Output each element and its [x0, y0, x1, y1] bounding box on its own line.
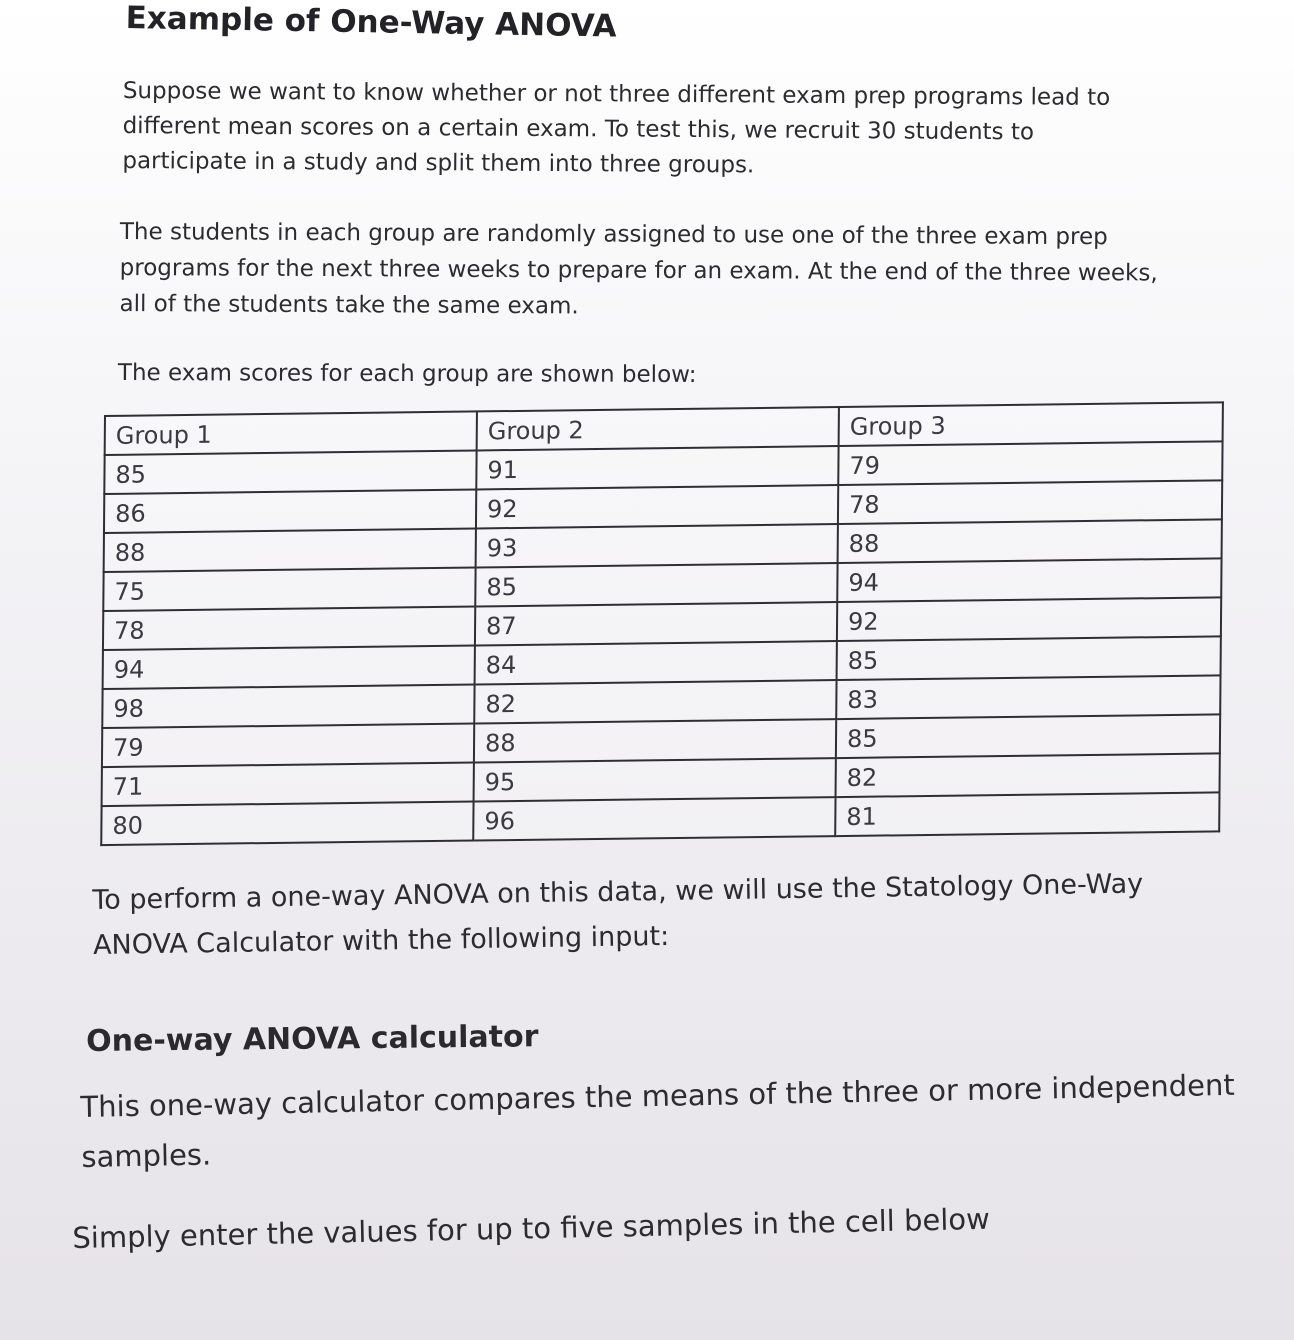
table-cell: 79	[102, 723, 474, 767]
table-cell: 96	[473, 797, 835, 840]
table-cell: 88	[104, 528, 476, 572]
table-cell: 88	[838, 519, 1222, 563]
table-cell: 80	[101, 802, 473, 846]
table-cell: 85	[475, 563, 837, 606]
table-cell: 98	[102, 684, 474, 728]
table-cell: 85	[104, 450, 476, 494]
calculator-instruction: Simply enter the values for up to five samples in the cell below	[72, 1201, 991, 1255]
page-title: Example of One-Way ANOVA	[125, 0, 617, 45]
scores-table-container	[100, 401, 1224, 846]
table-cell: 82	[836, 753, 1220, 797]
table-cell: 93	[476, 524, 838, 567]
table-cell: 88	[474, 719, 836, 762]
column-header: Group 1	[105, 411, 477, 455]
table-cell: 78	[103, 606, 475, 650]
column-header: Group 2	[477, 407, 839, 450]
table-cell: 94	[837, 558, 1221, 602]
table-cell: 94	[103, 645, 475, 689]
table-cell: 71	[102, 763, 474, 807]
column-header: Group 3	[839, 402, 1223, 446]
table-cell: 82	[474, 680, 836, 723]
table-cell: 91	[476, 446, 838, 489]
table-cell: 83	[836, 675, 1220, 719]
table-cell: 92	[837, 597, 1221, 641]
table-cell: 87	[475, 602, 837, 645]
table-cell: 92	[476, 485, 838, 528]
calculator-heading: One-way ANOVA calculator	[86, 1019, 539, 1059]
calculator-description: This one-way calculator compares the means of the three or more independent samples.	[80, 1067, 1235, 1174]
table-cell: 85	[836, 714, 1220, 758]
assignment-paragraph: The students in each group are randomly assigned to use one of the three exam prep programs for the next three weeks to prepare for an exam. At the end of the three weeks, all of the students take the same exam.	[119, 218, 1158, 320]
scores-intro-paragraph: The exam scores for each group are shown below:	[117, 359, 697, 389]
table-cell: 95	[474, 758, 836, 801]
table-cell: 84	[475, 641, 837, 684]
table-cell: 86	[104, 489, 476, 533]
intro-paragraph: Suppose we want to know whether or not three different exam prep programs lead to different mean scores on a certain exam. To test this, we recruit 30 students to participate in a study and split them into three groups.	[122, 77, 1111, 179]
table-cell: 75	[103, 567, 475, 611]
table-cell: 79	[838, 441, 1222, 485]
table-cell: 85	[837, 636, 1221, 680]
table-cell: 81	[835, 792, 1219, 836]
table-cell: 78	[838, 480, 1222, 524]
perform-paragraph: To perform a one-way ANOVA on this data, we will use the Statology One-Way ANOVA Calculator with the following input:	[92, 868, 1144, 961]
scores-table	[100, 401, 1224, 846]
